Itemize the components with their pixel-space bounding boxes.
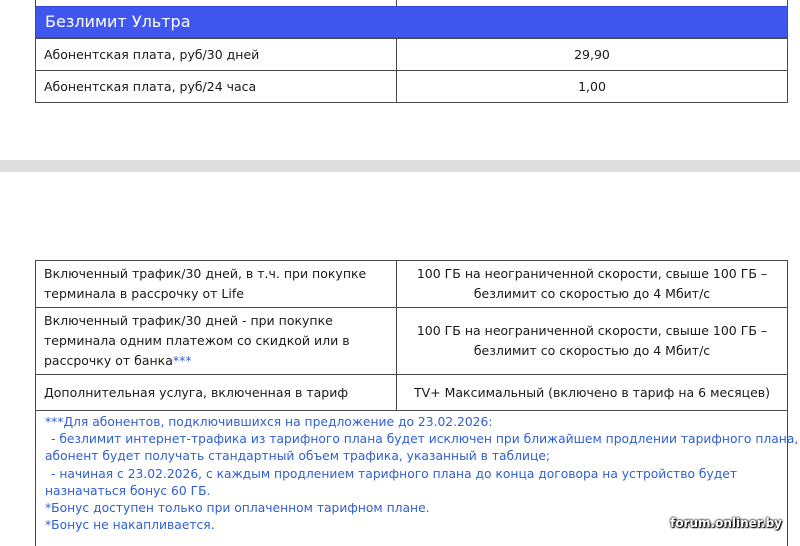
footnote-marker: *** <box>172 353 192 368</box>
section-divider <box>0 160 800 172</box>
footnote-line: абонент будет получать стандартный объем трафика, указанный в таблице; <box>45 449 551 464</box>
traffic-label <box>36 261 397 308</box>
table-row <box>36 71 788 103</box>
label-line: Включенный трафик/30 дней, в т.ч. при покупке <box>44 266 367 281</box>
footnote-line: *Бонус не накапливается. <box>45 518 215 533</box>
tariff-title: Безлимит Ультра <box>35 6 788 38</box>
table-row <box>36 375 788 411</box>
footnote-line: назначаться бонус 60 ГБ. <box>45 483 211 498</box>
table-row <box>36 39 788 71</box>
table-row <box>36 261 788 308</box>
price-value: 1,00 <box>397 71 788 103</box>
label-text: рассрочку от банка <box>44 353 173 368</box>
footnote-line: ***Для абонентов, подключившихся на предложение до 23.02.2026: <box>45 415 493 429</box>
service-label: Дополнительная услуга, включенная в тариф <box>36 375 397 411</box>
tariff-details-table <box>35 260 788 411</box>
footnote-line: *Бонус доступен только при оплаченном тарифном плане. <box>45 501 430 516</box>
traffic-value <box>397 308 788 375</box>
traffic-value <box>397 261 788 308</box>
value-line: 100 ГБ на неограниченной скорости, свыше 100 ГБ – <box>416 323 768 338</box>
price-label: Абонентская плата, руб/30 дней <box>36 39 397 71</box>
label-line: терминала в рассрочку от Life <box>44 286 244 301</box>
footnote-line: - начиная с 23.02.2026, с каждым продлением тарифного плана до конца договора на устройство будет <box>51 466 737 481</box>
table-row <box>36 308 788 375</box>
service-value: TV+ Максимальный (включено в тариф на 6 месяцев) <box>397 375 788 411</box>
label-line: Включенный трафик/30 дней - при покупке <box>44 313 333 328</box>
tariff-price-table <box>35 38 788 103</box>
value-line: безлимит со скоростью до 4 Мбит/с <box>473 286 711 301</box>
label-line: терминала одним платежом со скидкой или в <box>44 333 350 348</box>
footnote-line: - безлимит интернет-трафика из тарифного плана будет исключен при ближайшем продлении тарифного плана, <box>51 432 799 447</box>
label-line <box>44 351 388 371</box>
value-line: безлимит со скоростью до 4 Мбит/с <box>473 343 711 358</box>
value-line: 100 ГБ на неограниченной скорости, свыше 100 ГБ – <box>416 266 768 281</box>
price-label: Абонентская плата, руб/24 часа <box>36 71 397 103</box>
site-watermark: forum.onliner.by <box>670 516 782 530</box>
traffic-label <box>36 308 397 375</box>
price-value: 29,90 <box>397 39 788 71</box>
